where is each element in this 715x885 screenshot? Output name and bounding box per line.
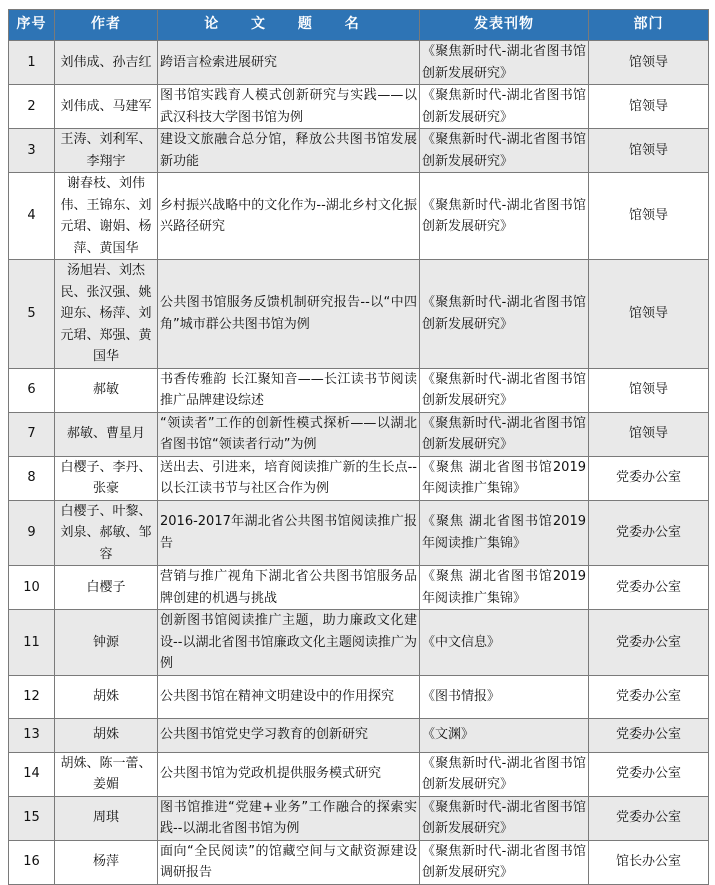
cell-no: 14 <box>9 752 55 796</box>
cell-journal: 《聚焦新时代-湖北省图书馆创新发展研究》 <box>420 129 589 173</box>
papers-table <box>8 9 709 885</box>
cell-dept: 党委办公室 <box>589 456 709 500</box>
cell-author: 白樱子 <box>55 566 158 610</box>
cell-journal: 《聚焦新时代-湖北省图书馆创新发展研究》 <box>420 85 589 129</box>
cell-no: 1 <box>9 41 55 85</box>
cell-no: 15 <box>9 796 55 840</box>
table-row <box>9 173 709 260</box>
cell-no: 9 <box>9 500 55 566</box>
cell-dept: 馆领导 <box>589 412 709 456</box>
cell-no: 2 <box>9 85 55 129</box>
document-title-cropped <box>0 0 715 9</box>
cell-author: 王涛、刘利军、李翔宇 <box>55 129 158 173</box>
cell-dept: 党委办公室 <box>589 566 709 610</box>
cell-no: 6 <box>9 368 55 412</box>
cell-dept: 党委办公室 <box>589 675 709 718</box>
cell-author: 刘伟成、孙吉红 <box>55 41 158 85</box>
table-row <box>9 368 709 412</box>
cell-journal: 《聚焦新时代-湖北省图书馆创新发展研究》 <box>420 368 589 412</box>
table-header-row <box>9 10 709 41</box>
cell-dept: 党委办公室 <box>589 500 709 566</box>
cell-author: 杨萍 <box>55 840 158 884</box>
table-row <box>9 840 709 884</box>
cell-no: 11 <box>9 610 55 676</box>
table-row <box>9 566 709 610</box>
cell-author: 郝敏、曹星月 <box>55 412 158 456</box>
cell-journal: 《聚焦新时代-湖北省图书馆创新发展研究》 <box>420 752 589 796</box>
cell-author: 白樱子、李丹、张豪 <box>55 456 158 500</box>
cell-dept: 党委办公室 <box>589 718 709 752</box>
header-journal: 发表刊物 <box>420 10 589 41</box>
cell-journal: 《聚焦新时代-湖北省图书馆创新发展研究》 <box>420 840 589 884</box>
cell-title: 2016-2017年湖北省公共图书馆阅读推广报告 <box>158 500 420 566</box>
cell-dept: 馆领导 <box>589 260 709 369</box>
table-row <box>9 796 709 840</box>
cell-journal: 《聚焦新时代-湖北省图书馆创新发展研究》 <box>420 41 589 85</box>
cell-dept: 馆领导 <box>589 129 709 173</box>
cell-author: 刘伟成、马建军 <box>55 85 158 129</box>
table-row <box>9 456 709 500</box>
cell-author: 郝敏 <box>55 368 158 412</box>
cell-journal: 《聚焦新时代-湖北省图书馆创新发展研究》 <box>420 412 589 456</box>
cell-no: 8 <box>9 456 55 500</box>
table-row <box>9 412 709 456</box>
cell-author: 白樱子、叶黎、刘泉、郝敏、邹容 <box>55 500 158 566</box>
table-row <box>9 752 709 796</box>
cell-title: 书香传雅韵 长江聚知音——长江读书节阅读推广品牌建设综述 <box>158 368 420 412</box>
cell-dept: 党委办公室 <box>589 752 709 796</box>
cell-journal: 《聚焦新时代-湖北省图书馆创新发展研究》 <box>420 796 589 840</box>
table-row <box>9 675 709 718</box>
cell-author: 钟源 <box>55 610 158 676</box>
table-row <box>9 85 709 129</box>
cell-journal: 《聚焦 湖北省图书馆2019年阅读推广集锦》 <box>420 500 589 566</box>
header-author: 作者 <box>55 10 158 41</box>
cell-journal: 《聚焦 湖北省图书馆2019年阅读推广集锦》 <box>420 456 589 500</box>
header-dept: 部门 <box>589 10 709 41</box>
cell-dept: 馆领导 <box>589 85 709 129</box>
table-row <box>9 260 709 369</box>
table-row <box>9 129 709 173</box>
cell-no: 12 <box>9 675 55 718</box>
cell-no: 4 <box>9 173 55 260</box>
cell-dept: 馆领导 <box>589 41 709 85</box>
cell-title: 公共图书馆党史学习教育的创新研究 <box>158 718 420 752</box>
table-row <box>9 41 709 85</box>
cell-no: 5 <box>9 260 55 369</box>
cell-title: 建设文旅融合总分馆，释放公共图书馆发展新功能 <box>158 129 420 173</box>
cell-no: 3 <box>9 129 55 173</box>
cell-title: 公共图书馆在精神文明建设中的作用探究 <box>158 675 420 718</box>
cell-title: 乡村振兴战略中的文化作为--湖北乡村文化振兴路径研究 <box>158 173 420 260</box>
cell-title: 跨语言检索进展研究 <box>158 41 420 85</box>
table-row <box>9 718 709 752</box>
cell-author: 谢春枝、刘伟伟、王锦东、刘元珺、谢娟、杨萍、黄国华 <box>55 173 158 260</box>
header-title: 论 文 题 名 <box>158 10 420 41</box>
cell-no: 7 <box>9 412 55 456</box>
cell-dept: 馆长办公室 <box>589 840 709 884</box>
cell-title: 公共图书馆服务反馈机制研究报告--以“中四角”城市群公共图书馆为例 <box>158 260 420 369</box>
cell-author: 汤旭岩、刘杰民、张汉强、姚迎东、杨萍、刘元珺、郑强、黄国华 <box>55 260 158 369</box>
cell-title: 面向“全民阅读”的馆藏空间与文献资源建设调研报告 <box>158 840 420 884</box>
cell-title: “领读者”工作的创新性模式探析——以湖北省图书馆“领读者行动”为例 <box>158 412 420 456</box>
cell-dept: 馆领导 <box>589 173 709 260</box>
cell-author: 胡姝 <box>55 718 158 752</box>
cell-dept: 党委办公室 <box>589 796 709 840</box>
cell-journal: 《文渊》 <box>420 718 589 752</box>
cell-title: 创新图书馆阅读推广主题，助力廉政文化建设--以湖北省图书馆廉政文化主题阅读推广为例 <box>158 610 420 676</box>
cell-author: 周琪 <box>55 796 158 840</box>
header-no: 序号 <box>9 10 55 41</box>
cell-author: 胡姝、陈一蕾、姜媚 <box>55 752 158 796</box>
cell-title: 公共图书馆为党政机提供服务模式研究 <box>158 752 420 796</box>
table-row <box>9 610 709 676</box>
cell-dept: 馆领导 <box>589 368 709 412</box>
cell-title: 营销与推广视角下湖北省公共图书馆服务品牌创建的机遇与挑战 <box>158 566 420 610</box>
cell-journal: 《聚焦新时代-湖北省图书馆创新发展研究》 <box>420 260 589 369</box>
cell-journal: 《聚焦新时代-湖北省图书馆创新发展研究》 <box>420 173 589 260</box>
cell-title: 送出去、引进来，培育阅读推广新的生长点--以长江读书节与社区合作为例 <box>158 456 420 500</box>
cell-no: 13 <box>9 718 55 752</box>
cell-journal: 《聚焦 湖北省图书馆2019年阅读推广集锦》 <box>420 566 589 610</box>
cell-title: 图书馆实践育人模式创新研究与实践——以武汉科技大学图书馆为例 <box>158 85 420 129</box>
cell-journal: 《图书情报》 <box>420 675 589 718</box>
cell-no: 10 <box>9 566 55 610</box>
table-row <box>9 500 709 566</box>
cell-dept: 党委办公室 <box>589 610 709 676</box>
cell-title: 图书馆推进“党建+业务”工作融合的探索实践--以湖北省图书馆为例 <box>158 796 420 840</box>
cell-author: 胡姝 <box>55 675 158 718</box>
table-body <box>9 41 709 885</box>
cell-no: 16 <box>9 840 55 884</box>
cell-journal: 《中文信息》 <box>420 610 589 676</box>
